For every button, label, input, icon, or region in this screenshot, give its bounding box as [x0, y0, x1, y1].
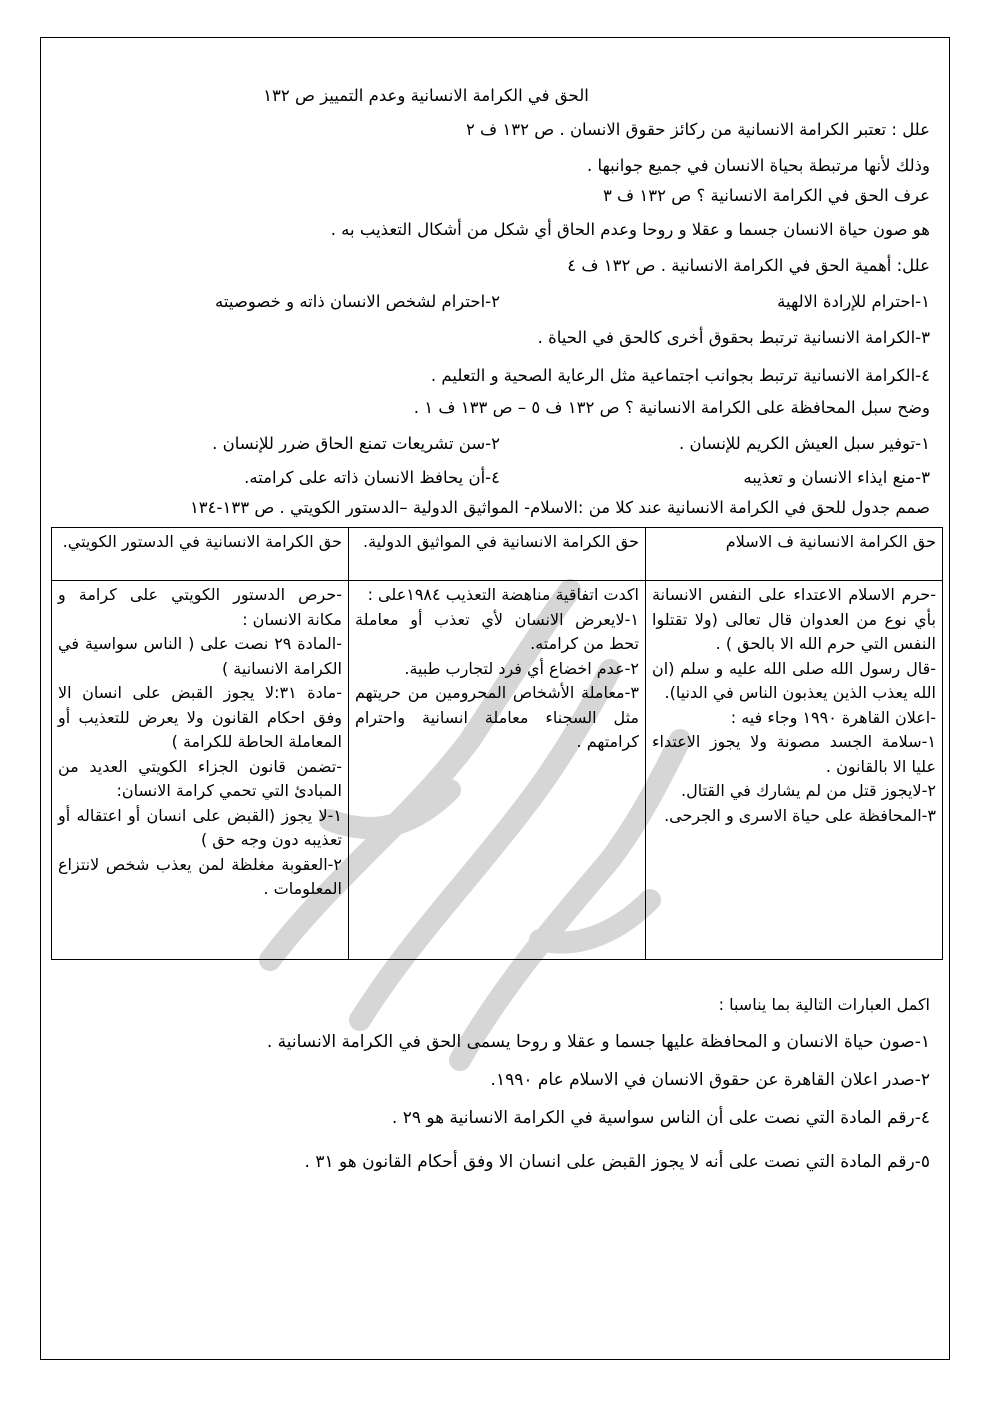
- answer-3-row-1: [55, 290, 930, 314]
- answer-4-item-4: ٤-أن يحافظ الانسان ذاته على كرامته.: [244, 468, 500, 487]
- answer-2: هو صون حياة الانسان جسما و عقلا و روحا وعدم الحاق أي شكل من أشكال التعذيب به .: [330, 220, 930, 239]
- answer-3-item-3: ٣-الكرامة الانسانية ترتبط بحقوق أخرى كالحق في الحياة .: [537, 328, 930, 347]
- answer-4-row-1: [55, 432, 930, 456]
- complete-item: ٤-رقم المادة التي نصت على أن الناس سواسية في الكرامة الانسانية هو ٢٩ .: [391, 1108, 930, 1128]
- intl-point: ٣-معاملة الأشخاص المحرومين من حريتهم مثل السجناء معاملة انسانية واحترام كرامتهم .: [355, 683, 639, 751]
- question-4: وضح سبل المحافظة على الكرامة الانسانية ؟ ص ١٣٢ ف ٥ – ص ١٣٣ ف ١ .: [413, 398, 930, 417]
- table-row: [52, 581, 943, 960]
- header-kuwait: حق الكرامة الانسانية في الدستور الكويتي.: [52, 528, 349, 581]
- islam-point: ١-سلامة الجسد مصونة ولا يجوز الاعتداء عليا الا بالقانون .: [652, 732, 936, 776]
- kuwait-point: ٢-العقوبة مغلظة لمن يعذب شخص لانتزاع المعلومات .: [58, 854, 342, 898]
- question-1: علل : تعتبر الكرامة الانسانية من ركائز حقوق الانسان . ص ١٣٢ ف ٢: [465, 120, 930, 139]
- header-international: حق الكرامة الانسانية في المواثيق الدولية.: [349, 528, 646, 581]
- complete-heading: اكمل العبارات التالية بما يناسبا :: [718, 995, 930, 1014]
- answer-4-item-3: ٣-منع ايذاء الانسان و تعذيبه: [743, 468, 930, 487]
- answer-3-item-2: ٢-احترام لشخص الانسان ذاته و خصوصيته: [215, 292, 500, 311]
- cell-international: [349, 581, 646, 960]
- answer-1: وذلك لأنها مرتبطة بحياة الانسان في جميع جوانبها .: [587, 156, 930, 175]
- dignity-table: [51, 527, 943, 960]
- question-5: صمم جدول للحق في الكرامة الانسانية عند كلا من :الاسلام- المواثيق الدولية –الدستور الكويتي . ص ١٣٣-١٣٤: [189, 498, 930, 517]
- cell-islam: [646, 581, 943, 960]
- kuwait-point: -تضمن قانون الجزاء الكويتي العديد من المبادئ التي تحمي كرامة الانسان:: [58, 756, 342, 800]
- answer-4-item-1: ١-توفير سبل العيش الكريم للإنسان .: [678, 434, 930, 453]
- complete-item: ٢-صدر اعلان القاهرة عن حقوق الانسان في الاسلام عام ١٩٩٠.: [490, 1070, 930, 1090]
- islam-point: -حرم الاسلام الاعتداء على النفس الانسانة بأي نوع من العدوان قال تعالى (ولا تقتلوا النفس التي حرم الله الا بالحق ) .: [652, 585, 936, 653]
- intl-point: ١-لايعرض الانسان لأي تعذب أو معاملة تحط من كرامته.: [355, 609, 639, 653]
- question-3: علل: أهمية الحق في الكرامة الانسانية . ص ١٣٢ ف ٤: [567, 256, 930, 275]
- header-islam: حق الكرامة الانسانية ف الاسلام: [646, 528, 943, 581]
- kuwait-point: -مادة ٣١:لا يجوز القبض على انسان الا وفق احكام القانون ولا يعرض للتعذيب أو المعاملة الحاطة للكرامة ): [58, 683, 343, 751]
- question-2: عرف الحق في الكرامة الانسانية ؟ ص ١٣٢ ف ٣: [602, 186, 930, 205]
- cell-kuwait: [52, 581, 349, 960]
- answer-4-item-2: ٢-سن تشريعات تمنع الحاق ضرر للإنسان .: [212, 434, 500, 453]
- islam-point: ٣-المحافظة على حياة الاسرى و الجرحى.: [664, 805, 936, 825]
- intl-point: ٢-عدم اخضاع أي فرد لتجارب طبية.: [404, 658, 639, 678]
- answer-4-row-2: [55, 466, 930, 490]
- answer-3-item-1: ١-احترام للإرادة الالهية: [777, 292, 930, 311]
- answer-3-item-4: ٤-الكرامة الانسانية ترتبط بجوانب اجتماعية مثل الرعاية الصحية و التعليم .: [430, 366, 930, 385]
- page-title: الحق في الكرامة الانسانية وعدم التمييز ص ١٣٢: [263, 86, 589, 105]
- intl-point: اكدت اتفاقية مناهضة التعذيب ١٩٨٤على :: [367, 585, 639, 604]
- complete-item: ١-صون حياة الانسان و المحافظة عليها جسما و عقلا و روحا يسمى الحق في الكرامة الانسانية .: [266, 1032, 930, 1052]
- islam-point: -قال رسول الله صلى الله عليه و سلم (ان الله يعذب الذين يعذبون الناس في الدنيا).: [652, 658, 936, 702]
- kuwait-point: ١-لا يجوز (القبض على انسان أو اعتقاله أو تعذيبه دون وجه حق ): [58, 805, 342, 849]
- kuwait-point: -حرص الدستور الكويتي على كرامة و مكانة الانسان :: [58, 585, 342, 629]
- islam-point: -اعلان القاهرة ١٩٩٠ وجاء فيه :: [730, 707, 936, 727]
- complete-item: ٥-رقم المادة التي نصت على أنه لا يجوز القبض على انسان الا وفق أحكام القانون هو ٣١ .: [304, 1152, 930, 1172]
- kuwait-point: -المادة ٢٩ نصت على ( الناس سواسية في الكرامة الانسانية ): [58, 634, 342, 678]
- islam-point: ٢-لايجوز قتل من لم يشارك في القتال.: [681, 781, 936, 800]
- table-header-row: [52, 528, 943, 581]
